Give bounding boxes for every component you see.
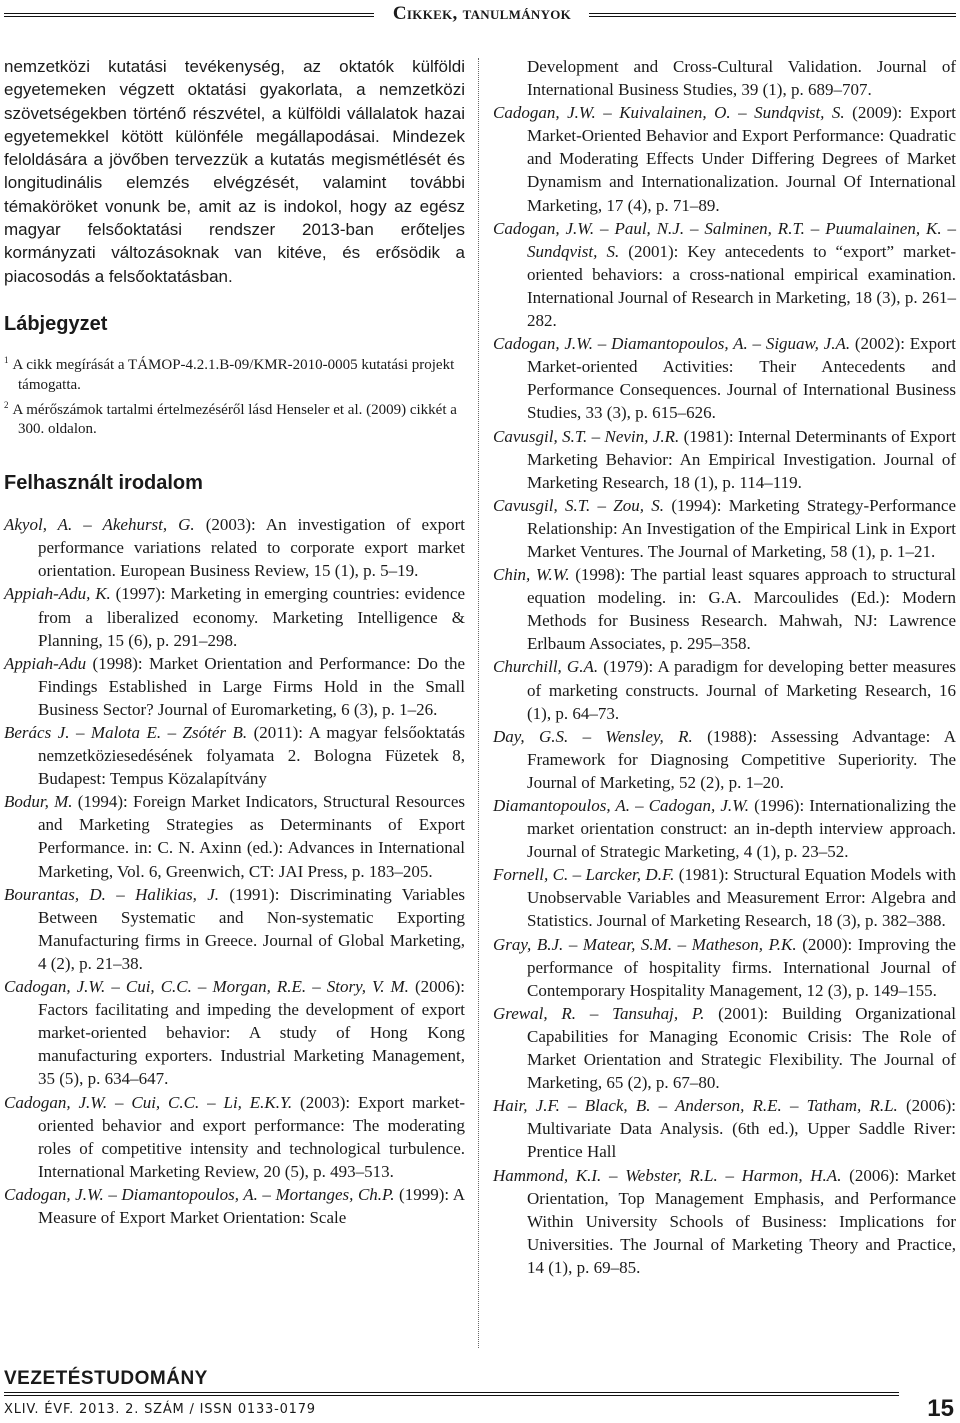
references-list-right	[493, 55, 956, 1279]
reference-text: (1998): The partial least squares approach to structural equation modeling. in: G.A. Marcoulides (Ed.): Modern Methods for Business Research. Mahwah, NJ: Lawrence Erlbaum Associates, p. 295–358.	[527, 565, 957, 654]
footnote-number: 1	[4, 354, 9, 365]
reference-entry	[4, 582, 465, 651]
reference-entry	[493, 101, 956, 216]
reference-entry	[493, 425, 956, 494]
reference-entry	[4, 975, 465, 1090]
reference-text: (2011): A magyar felsőoktatás nemzetköziesedésének folyamata 2. Bologna Füzetek 8, Budapest: Tempus Közalapítvány	[38, 723, 465, 789]
reference-authors: Day, G.S. – Wensley, R.	[493, 726, 693, 746]
left-column	[4, 55, 465, 1229]
reference-entry	[493, 794, 956, 863]
header-rule-right	[589, 13, 956, 17]
reference-authors: Diamantopoulos, A. – Cadogan, J.W.	[493, 796, 750, 815]
right-column	[493, 55, 956, 1279]
reference-entry	[493, 217, 956, 332]
intro-paragraph: nemzetközi kutatási tevékenység, az oktatók külföldi egyetemeken végzett oktatási gyakorlata, a nemzetközi szövetségekben történő részvétel, a külföldi vállalatok hazai egyetemekkel kötött különféle megállapodásai. Mindezek feloldására a jövőben tervezzük a kutatás megismétlését és longitudinális elemzés elvégzését, valamint további témaköröket vonunk be, amit az is indokol, hogy az egész magyar felsőoktatási rendszer 2013-ban erőteljes kormányzati változásoknak van kitéve, és erősödik a piacosodás a felsőoktatásban.	[4, 57, 465, 286]
reference-authors: Cadogan, J.W. – Cui, C.C. – Li, E.K.Y.	[4, 1092, 293, 1112]
reference-authors: Hair, J.F. – Black, B. – Anderson, R.E. – Tatham, R.L.	[493, 1096, 898, 1116]
reference-entry	[4, 1091, 465, 1183]
reference-authors: Cadogan, J.W. – Kuivalainen, O. – Sundqvist, S.	[493, 103, 845, 123]
reference-authors: Grewal, R. – Tansuhaj, P.	[493, 1003, 705, 1023]
references-heading: Felhasznált irodalom	[4, 472, 203, 495]
reference-entry	[4, 1183, 465, 1229]
reference-entry	[4, 513, 465, 582]
reference-authors: Churchill, G.A.	[493, 657, 599, 677]
reference-text: (2001): Building Organizational Capabilities for Managing Economic Crisis: The Role of Market Orientation and Strategic Flexibility. The Journal of Marketing, 65 (2), p. 67–80.	[527, 1003, 956, 1093]
footnotes-list	[4, 351, 465, 440]
reference-text: (2006): Market Orientation, Top Management Emphasis, and Performance Within University Schools of Business: Implications for Universities. The Journal of Marketing Theory and Practice, 14 (1), p. 69–85.	[527, 1165, 956, 1277]
reference-authors: Cavusgil, S.T. – Nevin, J.R.	[493, 426, 680, 446]
reference-authors: Bourantas, D. – Halikias, J.	[4, 884, 220, 904]
reference-authors: Bodur, M.	[4, 792, 73, 812]
reference-entry	[493, 655, 956, 724]
reference-entry	[493, 332, 956, 424]
reference-text: (2006): Factors facilitating and impeding the development of export market-oriented behavior: A study of Hong Kong manufacturing exporters. Industrial Marketing Management, 35 (5), p. 634–647.	[38, 977, 465, 1089]
reference-text: (1981): Structural Equation Models with Unobservable Variables and Measurement Error: Algebra and Statistics. Journal of Marketing Research, 18 (3), p. 382–388.	[527, 865, 957, 931]
reference-entry	[493, 1164, 956, 1279]
reference-text: (1996): Internationalizing the market orientation construct: an in-depth interview approach. Journal of Strategic Marketing, 4 (1), p. 23–52.	[527, 796, 956, 862]
reference-text: (1998): Market Orientation and Performance: Do the Findings Established in Large Firms Hold in the Small Business Sector? Journal of Euromarketing, 6 (3), p. 1–26.	[38, 653, 465, 719]
reference-entry	[493, 863, 956, 932]
reference-entry	[493, 55, 956, 101]
reference-authors: Fornell, C. – Larcker, D.F.	[493, 865, 675, 885]
footnote-number: 2	[4, 399, 9, 410]
reference-authors: Cadogan, J.W. – Diamantopoulos, A. – Mortanges, Ch.P.	[4, 1184, 395, 1204]
reference-entry	[4, 790, 465, 882]
page-number: 15	[927, 1395, 954, 1422]
reference-text: (1988): Assessing Advantage: A Framework for Diagnosing Competitive Superiority. The Journal of Marketing, 52 (2), p. 1–20.	[527, 726, 956, 792]
reference-entry	[493, 1002, 956, 1094]
section-title: Cikkek, tanulmányok	[392, 3, 572, 24]
reference-text: (1997): Marketing in emerging countries: evidence from a liberalized economy. Marketing Intelligence & Planning, 15 (6), p. 291–298.	[38, 584, 465, 650]
footnote-text: A cikk megírását a TÁMOP-4.2.1.B-09/KMR-2010-0005 kutatási projekt támogatta.	[12, 356, 455, 393]
reference-authors: Cadogan, J.W. – Cui, C.C. – Morgan, R.E. – Story, V. M.	[4, 977, 409, 997]
reference-authors: Appiah-Adu, K.	[4, 584, 111, 604]
reference-text: (2002): Export Market-oriented Activities: Their Antecedents and Performance Consequences. Journal of International Business Studies, 33 (3), p. 615–626.	[527, 334, 956, 423]
reference-text: (1994): Foreign Market Indicators, Structural Resources and Marketing Strategies as Determinants of Export Performance. in: C. N. Axinn (ed.): Advances in International Marketing, Vol. 6, Greenwich, CT: JAI Press, p. 183–205.	[38, 792, 466, 881]
column-divider	[478, 58, 479, 1348]
reference-entry	[4, 883, 465, 975]
reference-text: (2000): Improving the performance of hospitality firms. International Journal of Contemporary Hospitality Management, 12 (3), p. 149–155.	[527, 934, 956, 1000]
reference-text: (1999): A Measure of Export Market Orientation: Scale	[38, 1184, 465, 1227]
journal-name: VEZETÉSTUDOMÁNY	[4, 1368, 208, 1389]
reference-entry	[493, 725, 956, 794]
reference-text: (2006): Multivariate Data Analysis. (6th ed.), Upper Saddle River: Prentice Hall	[527, 1096, 956, 1162]
footnotes-heading: Lábjegyzet	[4, 312, 108, 335]
reference-authors: Gray, B.J. – Matear, S.M. – Matheson, P.K.	[493, 934, 797, 954]
reference-entry	[493, 1094, 956, 1163]
reference-authors: Hammond, K.I. – Webster, R.L. – Harmon, H.A.	[493, 1165, 842, 1185]
reference-entry	[493, 563, 956, 655]
reference-text: Development and Cross-Cultural Validation. Journal of International Business Studies, 39 (1), p. 689–707.	[527, 57, 956, 100]
footnote-text: A mérőszámok tartalmi értelmezéséről lásd Henseler et al. (2009) cikkét a 300. oldalon.	[12, 401, 457, 438]
reference-authors: Cadogan, J.W. – Diamantopoulos, A. – Siguaw, J.A.	[493, 334, 851, 354]
reference-authors: Chin, W.W.	[493, 565, 570, 585]
reference-authors: Berács J. – Malota E. – Zsótér B.	[4, 723, 248, 742]
footnote-item	[4, 351, 465, 396]
header-rule-left	[4, 13, 374, 17]
reference-authors: Appiah-Adu	[4, 653, 87, 673]
reference-authors: Cadogan, J.W. – Paul, N.J. – Salminen, R.T. – Puumalainen, K. – Sundqvist, S.	[493, 218, 956, 261]
reference-text: (1981): Internal Determinants of Export Marketing Behavior: An Empirical Investigation. Journal of Marketing Research, 18 (1), p. 114–119.	[527, 426, 956, 492]
reference-text: (1991): Discriminating Variables Between Systematic and Non-systematic Exporting Manufacturing firms in Greece. Journal of Global Marketing, 4 (2), p. 21–38.	[38, 884, 465, 973]
issue-info: XLIV. ÉVF. 2013. 2. SZÁM / ISSN 0133-0179	[4, 1402, 316, 1417]
reference-text: (2003): Export market-oriented behavior and export performance: The moderating roles of competitive intensity and technological turbulence. International Marketing Review, 20 (5), p. 493–513.	[38, 1092, 465, 1181]
reference-entry	[493, 933, 956, 1002]
footer-rule	[4, 1392, 899, 1396]
reference-text: (2001): Key antecedents to “export” market-oriented behaviors: a cross-national empirical examination. International Journal of Research in Marketing, 18 (3), p. 261–282.	[527, 241, 956, 331]
running-header	[0, 0, 960, 30]
reference-entry	[4, 652, 465, 721]
reference-authors: Cavusgil, S.T. – Zou, S.	[493, 495, 665, 515]
footnote-item	[4, 396, 465, 441]
references-list-left	[4, 513, 465, 1229]
reference-authors: Akyol, A. – Akehurst, G.	[4, 515, 195, 535]
reference-text: (1994): Marketing Strategy-Performance Relationship: An Investigation of the Empirical Link in Export Market Ventures. The Journal of Marketing, 58 (1), p. 1–21.	[527, 495, 956, 561]
reference-entry	[4, 721, 465, 790]
reference-text: (2009): Export Market-Oriented Behavior and Export Performance: Quadratic and Moderating Effects Under Differing Degrees of Market Dynamism and Internationalization. Journal Of International Marketing, 17 (4), p. 71–89.	[527, 103, 956, 215]
reference-text: (1979): A paradigm for developing better measures of marketing constructs. Journal of Marketing Research, 16 (1), p. 64–73.	[527, 657, 956, 723]
reference-entry	[493, 494, 956, 563]
reference-text: (2003): An investigation of export performance variations related to corporate export market orientation. European Business Review, 15 (1), p. 5–19.	[38, 515, 465, 581]
